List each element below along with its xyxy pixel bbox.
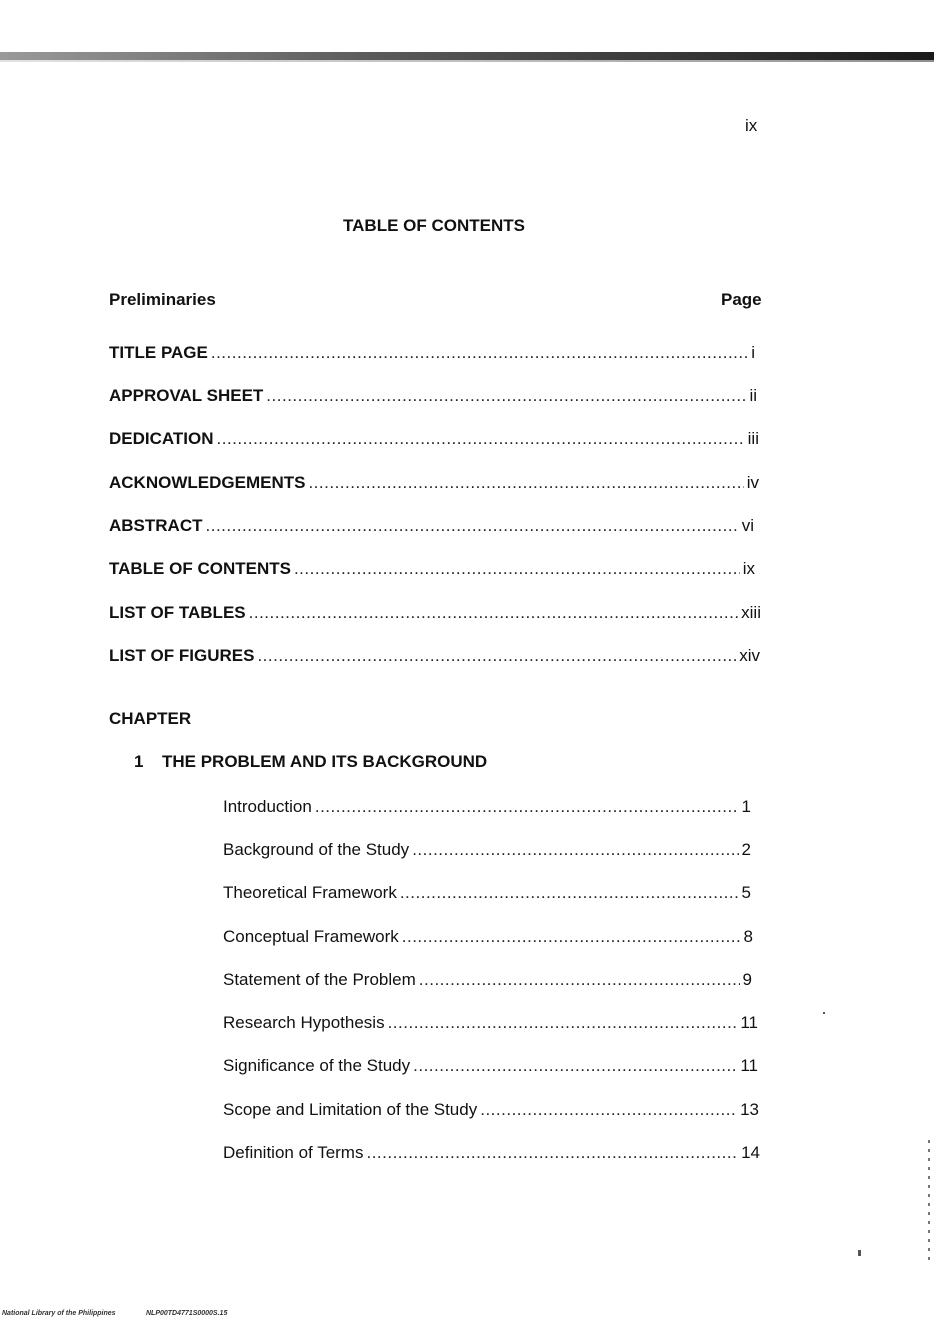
- toc-entry-dedication: [109, 429, 759, 451]
- page-number: ix: [745, 116, 758, 135]
- dot-leader: [217, 429, 745, 449]
- toc-entry-page: ix: [742, 559, 755, 578]
- toc-section-background: [223, 840, 751, 862]
- toc-section-theoretical-framework: [223, 883, 751, 905]
- toc-entry-label: TABLE OF CONTENTS: [109, 559, 291, 578]
- toc-entry-page: i: [751, 343, 755, 362]
- scan-top-edge: [0, 52, 934, 60]
- toc-entry-list-of-tables: [109, 603, 761, 625]
- toc-entry-label: LIST OF TABLES: [109, 603, 246, 622]
- toc-entry-page: 8: [743, 927, 753, 946]
- toc-entry-label: TITLE PAGE: [109, 343, 208, 362]
- toc-entry-label: APPROVAL SHEET: [109, 386, 264, 405]
- dot-leader: [419, 970, 740, 990]
- toc-entry-table-of-contents: [109, 559, 755, 581]
- toc-entry-page: 2: [741, 840, 751, 859]
- toc-section-significance: [223, 1056, 758, 1078]
- toc-entry-page: 14: [741, 1143, 760, 1162]
- toc-section-research-hypothesis: [223, 1013, 758, 1035]
- chapter-heading: CHAPTER: [109, 709, 192, 728]
- dot-leader: [315, 797, 739, 817]
- toc-entry-page: iv: [746, 473, 759, 492]
- footer-library-name: National Library of the Philippines: [2, 1310, 116, 1317]
- toc-entry-page: vi: [741, 516, 754, 535]
- toc-entry-page: ii: [749, 386, 757, 405]
- dot-leader: [294, 559, 740, 579]
- page-column-heading: Page: [721, 290, 762, 309]
- toc-entry-acknowledgements: [109, 473, 759, 495]
- toc-entry-abstract: [109, 516, 754, 538]
- toc-entry-page: 5: [741, 883, 751, 902]
- toc-entry-label: Statement of the Problem: [223, 970, 416, 989]
- toc-entry-label: Significance of the Study: [223, 1056, 411, 1075]
- scan-speck: [858, 1250, 861, 1256]
- toc-entry-page: iii: [747, 429, 759, 448]
- dot-leader: [206, 516, 739, 536]
- dot-leader: [402, 927, 741, 947]
- toc-entry-approval-sheet: [109, 386, 757, 408]
- toc-section-definition-of-terms: [223, 1143, 760, 1165]
- toc-section-statement-of-problem: [223, 970, 752, 992]
- dot-leader: [211, 343, 748, 363]
- toc-entry-page: 11: [740, 1056, 758, 1075]
- toc-entry-label: Background of the Study: [223, 840, 410, 859]
- toc-entry-label: Theoretical Framework: [223, 883, 397, 902]
- toc-entry-label: ACKNOWLEDGEMENTS: [109, 473, 306, 492]
- dot-leader: [413, 1056, 737, 1076]
- chapter-title: THE PROBLEM AND ITS BACKGROUND: [162, 752, 488, 771]
- scan-top-edge-shadow: [0, 60, 934, 62]
- toc-entry-title-page: [109, 343, 755, 365]
- toc-entry-label: Scope and Limitation of the Study: [223, 1100, 478, 1119]
- toc-entry-label: Definition of Terms: [223, 1143, 364, 1162]
- dot-leader: [400, 883, 739, 903]
- page-title: TABLE OF CONTENTS: [343, 216, 525, 235]
- toc-entry-page: xiii: [741, 603, 761, 622]
- dot-leader: [412, 840, 738, 860]
- toc-entry-page: 11: [740, 1013, 758, 1032]
- dot-leader: [257, 646, 736, 666]
- dot-leader: [308, 473, 743, 493]
- toc-entry-label: LIST OF FIGURES: [109, 646, 255, 665]
- toc-section-conceptual-framework: [223, 927, 753, 949]
- toc-entry-label: Conceptual Framework: [223, 927, 399, 946]
- toc-entry-page: xiv: [739, 646, 760, 665]
- dot-leader: [366, 1143, 738, 1163]
- scan-speck: [823, 1012, 825, 1014]
- toc-entry-page: 9: [742, 970, 752, 989]
- dot-leader: [266, 386, 746, 406]
- dot-leader: [249, 603, 739, 623]
- toc-section-scope-and-limitation: [223, 1100, 759, 1122]
- toc-entry-label: Introduction: [223, 797, 312, 816]
- toc-entry-label: ABSTRACT: [109, 516, 203, 535]
- toc-entry-label: DEDICATION: [109, 429, 214, 448]
- toc-section-introduction: [223, 797, 751, 819]
- toc-entry-list-of-figures: [109, 646, 760, 668]
- chapter-number: 1: [134, 752, 144, 771]
- toc-entry-label: Research Hypothesis: [223, 1013, 385, 1032]
- toc-entry-page: 13: [740, 1100, 759, 1119]
- dot-leader: [480, 1100, 737, 1120]
- toc-entry-page: 1: [741, 797, 751, 816]
- footer-document-code: NLP00TD4771S0000S.15: [146, 1310, 228, 1317]
- dot-leader: [388, 1013, 738, 1033]
- scan-edge-marks: [928, 1140, 930, 1260]
- preliminaries-heading: Preliminaries: [109, 290, 216, 309]
